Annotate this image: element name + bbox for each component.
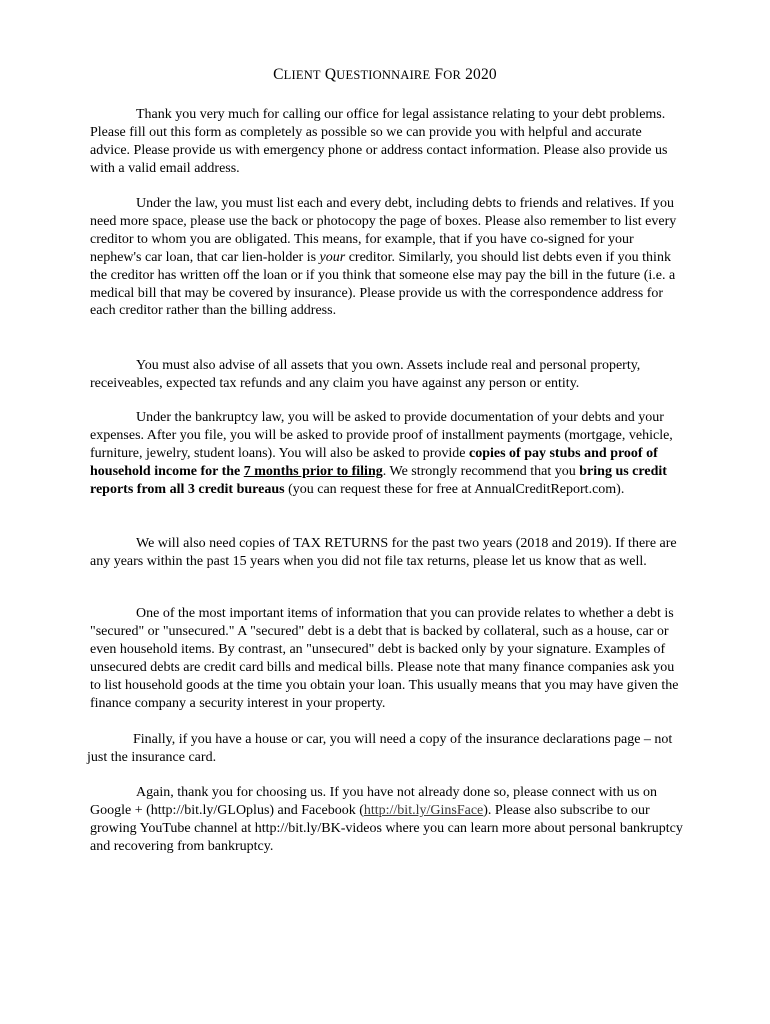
paragraph-text: (you can request these for free at AnnualCreditReport.com). bbox=[284, 481, 625, 497]
title-part: C bbox=[273, 66, 284, 83]
title-part: OR bbox=[443, 68, 461, 82]
paragraph-text: Finally, if you have a house or car, you will need a copy of the insurance declarations page – not just the insurance card. bbox=[87, 732, 673, 765]
paragraph-assets bbox=[90, 357, 682, 393]
title-year: 2020 bbox=[465, 66, 497, 83]
paragraph-documentation bbox=[90, 409, 682, 499]
paragraph-text: Under the law, you must list each and every debt, including debts to friends and relatives. If you need more space, please use the back or photocopy the page of boxes. Please also remember to list every creditor to whom you are obligated. This means, for example, that if you have co-signed for your nephew's car loan, that car lien-holder is bbox=[90, 196, 677, 265]
title-part: LIENT bbox=[283, 68, 321, 82]
bold-text: copies of pay stubs and proof of household income for the bbox=[90, 445, 658, 479]
paragraph-text: Again, thank you for choosing us. If you have not already done so, please connect with us on Google + (http://bit.ly/GLOplus) and Facebook ( bbox=[90, 785, 657, 818]
paragraph-text: . We strongly recommend that you bbox=[382, 463, 580, 479]
page-title bbox=[0, 66, 770, 84]
paragraph-text: creditor. Similarly, you should list debts even if you think the creditor has written off the loan or if you think that someone else may pay the bill in the future (i.e. a medical bill that may be covered by insurance). Please provide us with the correspondence address for each creditor rather than the billing address. bbox=[90, 249, 676, 319]
title-part: UESTIONNAIRE bbox=[336, 68, 431, 82]
title-part: Q bbox=[324, 66, 337, 83]
paragraph-text: You must also advise of all assets that you own. Assets include real and personal property, receiveables, expected tax refunds and any claim you have against any person or entity. bbox=[90, 358, 641, 391]
paragraph-text: One of the most important items of information that you can provide relates to whether a debt is "secured" or "unsecured." A "secured" debt is a debt that is backed by collateral, such as a house, car or even household items. By contrast, an "unsecured" debt is backed only by your signature. Examples of unsecured debts are credit card bills and medical bills. Please note that many finance companies ask you to list household goods at the time you obtain your loan. This usually means that you may have given the finance company a security interest in your property. bbox=[90, 606, 679, 711]
facebook-link[interactable]: http://bit.ly/GinsFace bbox=[363, 802, 484, 818]
bold-underline-text: 7 months prior to filing bbox=[243, 463, 383, 479]
paragraph-tax-returns bbox=[90, 535, 682, 571]
bold-text: bring us credit reports from all 3 credit bureaus bbox=[90, 463, 667, 497]
paragraph-intro bbox=[90, 106, 682, 178]
paragraph-text: Under the bankruptcy law, you will be asked to provide documentation of your debts and your expenses. After you file, you will be asked to provide proof of installment payments (mortgage, vehicle, furniture, jewelry, student loans). You will also be asked to provide bbox=[90, 410, 673, 461]
emphasis-text: your bbox=[319, 249, 346, 265]
paragraph-text: We will also need copies of TAX RETURNS for the past two years (2018 and 2019). If there are any years within the past 15 years when you did not file tax returns, please let us know that as well. bbox=[90, 536, 677, 569]
title-part: F bbox=[434, 66, 444, 83]
paragraph-text: ). Please also subscribe to our growing YouTube channel at http://bit.ly/BK-videos where you can learn more about personal bankruptcy and recovering from bankruptcy. bbox=[90, 802, 683, 854]
paragraph-secured-debts bbox=[90, 605, 682, 712]
paragraph-insurance bbox=[87, 731, 687, 767]
paragraph-closing bbox=[90, 784, 690, 856]
paragraph-debts bbox=[90, 195, 682, 320]
paragraph-text: Thank you very much for calling our office for legal assistance relating to your debt problems. Please fill out this form as completely as possible so we can provide you with helpful and accurate advice. Please provide us with emergency phone or address contact information. Please also provide us with a valid email address. bbox=[90, 107, 668, 176]
